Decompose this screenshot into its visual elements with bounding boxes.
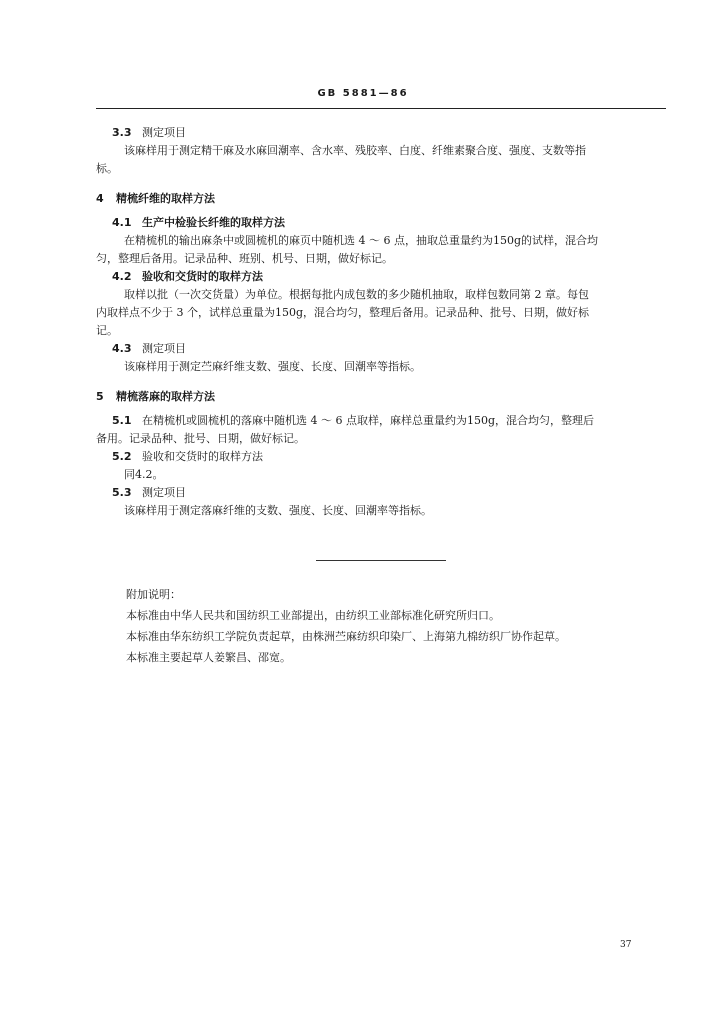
section-4-3-heading — [96, 340, 666, 358]
end-divider — [316, 560, 446, 561]
paragraph-line: 匀，整理后备用。记录品种、班别、机号、日期，做好标记。 — [96, 252, 393, 265]
paragraph-line: 标。 — [96, 162, 118, 175]
section-4-2-heading — [96, 268, 666, 286]
section-5-2-heading — [96, 448, 666, 466]
section-title: 测定项目 — [142, 126, 186, 139]
section-4-1-heading — [96, 214, 666, 232]
header-rule — [96, 108, 666, 109]
paragraph-line: 内取样点不少于 3 个，试样总重量为150g，混合均匀，整理后备用。记录品种、批号、日期，做好标 — [96, 306, 590, 319]
section-title: 测定项目 — [142, 486, 186, 499]
page-number: 37 — [620, 940, 632, 950]
section-number: 5.2 — [112, 450, 132, 463]
notes-line: 本标准由华东纺织工学院负责起草，由株洲苎麻纺织印染厂、上海第九棉纺织厂协作起草。 — [126, 630, 566, 643]
notes-heading: 附加说明： — [126, 588, 181, 601]
section-5-1-paragraph — [96, 412, 666, 430]
section-title: 验收和交货时的取样方法 — [142, 450, 263, 463]
section-title: 测定项目 — [142, 342, 186, 355]
paragraph-line: 该麻样用于测定落麻纤维的支数、强度、长度、回潮率等指标。 — [124, 504, 432, 517]
standard-code-header: GB 5881—86 — [317, 88, 409, 99]
paragraph-line: 在精梳机的输出麻条中或圆梳机的麻页中随机选 4 ～ 6 点，抽取总重量约为150g的试样，混合均 — [124, 234, 599, 247]
notes-line: 本标准由中华人民共和国纺织工业部提出，由纺织工业部标准化研究所归口。 — [126, 609, 500, 622]
section-number: 4.2 — [112, 270, 132, 283]
paragraph-line: 该麻样用于测定精干麻及水麻回潮率、含水率、残胶率、白度、纤维素聚合度、强度、支数等指 — [124, 144, 586, 157]
section-5-heading — [96, 388, 666, 406]
section-number: 4.3 — [112, 342, 132, 355]
section-number: 5.3 — [112, 486, 132, 499]
section-title: 生产中检验长纤维的取样方法 — [142, 216, 285, 229]
section-4-heading — [96, 190, 666, 208]
section-number: 4.1 — [112, 216, 132, 229]
section-title: 验收和交货时的取样方法 — [142, 270, 263, 283]
section-title: 精梳落麻的取样方法 — [116, 390, 215, 403]
section-number: 4 — [96, 192, 104, 205]
paragraph-text: 在精梳机或圆梳机的落麻中随机选 4 ～ 6 点取样，麻样总重量约为150g，混合均匀，整理后 — [142, 414, 595, 427]
section-number: 3.3 — [112, 126, 132, 139]
paragraph-line: 取样以批（一次交货量）为单位。根据每批内成包数的多少随机抽取，取样包数同第 2 章。每包 — [124, 288, 589, 301]
notes-line: 本标准主要起草人姜繁昌、邵宽。 — [126, 651, 291, 664]
section-3-3-heading — [96, 124, 666, 142]
additional-notes — [126, 584, 646, 668]
document-body — [96, 124, 666, 520]
section-title: 精梳纤维的取样方法 — [116, 192, 215, 205]
section-5-3-heading — [96, 484, 666, 502]
section-number: 5.1 — [112, 414, 132, 427]
section-number: 5 — [96, 390, 104, 403]
paragraph-line: 同4.2。 — [124, 468, 164, 481]
paragraph-line: 记。 — [96, 324, 118, 337]
paragraph-line: 该麻样用于测定苎麻纤维支数、强度、长度、回潮率等指标。 — [124, 360, 421, 373]
paragraph-line: 备用。记录品种、批号、日期，做好标记。 — [96, 432, 305, 445]
